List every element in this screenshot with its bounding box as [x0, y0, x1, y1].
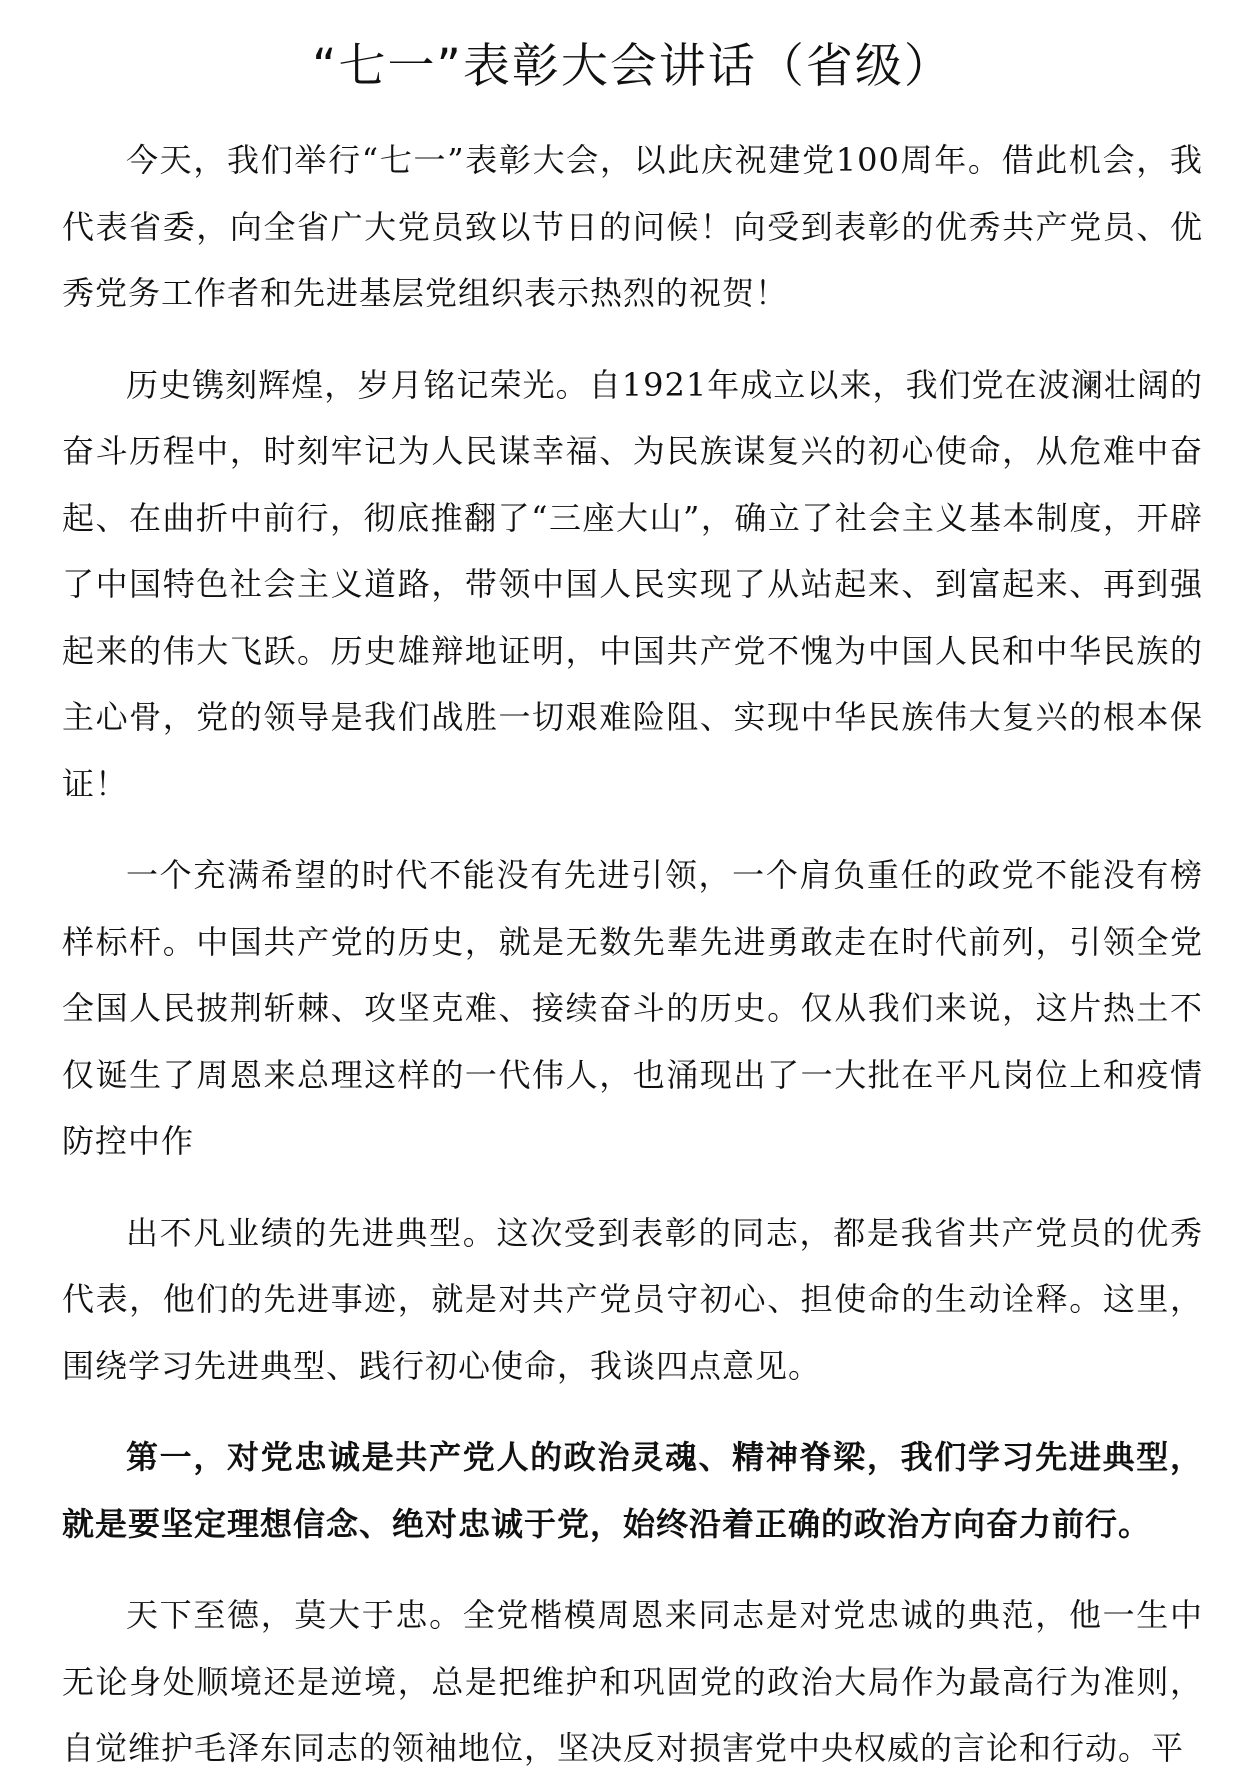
paragraph-history: 历史镌刻辉煌，岁月铭记荣光。自1921年成立以来，我们党在波澜壮阔的奋斗历程中，时刻牢记为人民谋幸福、为民族谋复兴的初心使命，从危难中奋起、在曲折中前行，彻底推翻了“三座大山”，确立了社会主义基本制度，开辟了中国特色社会主义道路，带领中国人民实现了从站起来、到富起来、再到强起来的伟大飞跃。历史雄辩地证明，中国共产党不愧为中国人民和中华民族的主心骨，党的领导是我们战胜一切艰难险阻、实现中华民族伟大复兴的根本保证！ [62, 365, 1203, 803]
section-heading-first-point: 第一，对党忠诚是共产党人的政治灵魂、精神脊梁，我们学习先进典型，就是要坚定理想信念、绝对忠诚于党，始终沿着正确的政治方向奋力前行。 [62, 1438, 1203, 1543]
paragraph-role-models: 一个充满希望的时代不能没有先进引领，一个肩负重任的政党不能没有榜样标杆。中国共产党的历史，就是无数先辈先进勇敢走在时代前列，引领全党全国人民披荆斩棘、攻坚克难、接续奋斗的历史。仅从我们来说，这片热土不仅诞生了周恩来总理这样的一代伟人，也涌现出了一大批在平凡岗位上和疫情防控中作 [62, 856, 1203, 1160]
document-title: “七一”表彰大会讲话（省级） [312, 39, 953, 94]
paragraph-commendation: 出不凡业绩的先进典型。这次受到表彰的同志，都是我省共产党员的优秀代表，他们的先进事迹，就是对共产党员守初心、担使命的生动诠释。这里，围绕学习先进典型、践行初心使命，我谈四点意见。 [62, 1213, 1203, 1385]
paragraph-loyalty: 天下至德，莫大于忠。全党楷模周恩来同志是对党忠诚的典范，他一生中无论身处顺境还是逆境，总是把维护和巩固党的政治大局作为最高行为准则，自觉维护毛泽东同志的领袖地位，坚决反对损害党中央权威的言论和行动。平 [62, 1596, 1203, 1767]
paragraph-greeting: 今天，我们举行“七一”表彰大会，以此庆祝建党100周年。借此机会，我代表省委，向全省广大党员致以节日的问候！向受到表彰的优秀共产党员、优秀党务工作者和先进基层党组织表示热烈的祝贺！ [62, 141, 1203, 312]
